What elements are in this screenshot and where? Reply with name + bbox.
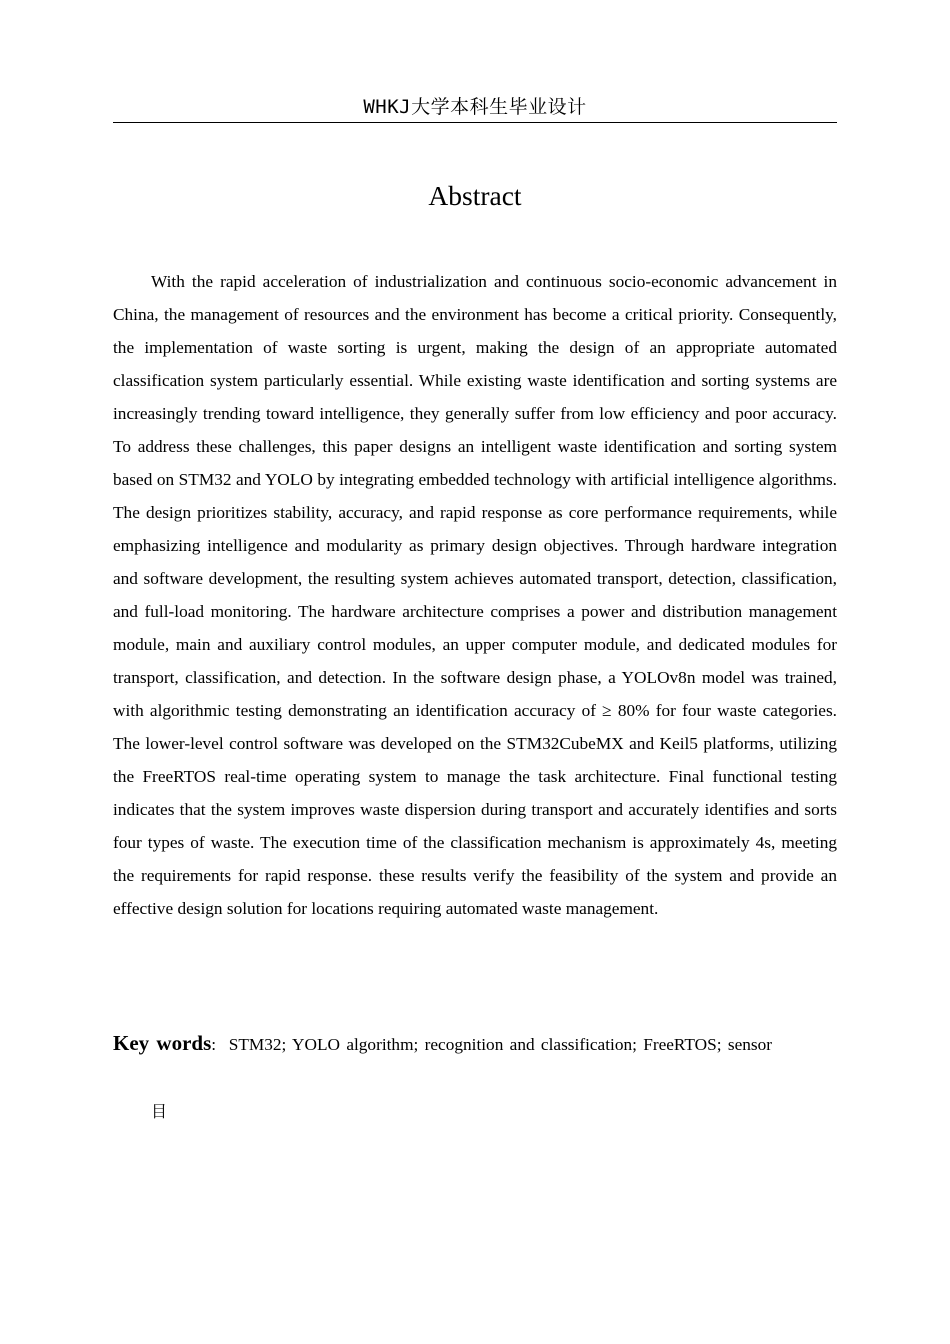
keywords-label: Key words — [113, 1031, 212, 1055]
keywords-separator: : — [211, 1035, 217, 1054]
page-header: WHKJ大学本科生毕业设计 — [113, 94, 837, 123]
abstract-body: With the rapid acceleration of industrialization and continuous socio-economic advancement in China, the management of resources and the environment has become a critical priority. Consequently, the implementation of waste sorting is urgent, making the design of an appropriate automated classification system particularly essential. While existing waste identification and sorting systems are increasingly trending toward intelligence, they generally suffer from low efficiency and poor accuracy. To address these challenges, this paper designs an intelligent waste identification and sorting system based on STM32 and YOLO by integrating embedded technology with artificial intelligence algorithms. The design prioritizes stability, accuracy, and rapid response as core performance requirements, while emphasizing intelligence and modularity as primary design objectives. Through hardware integration and software development, the resulting system achieves automated transport, detection, classification, and full-load monitoring. The hardware architecture comprises a power and distribution management module, main and auxiliary control modules, an upper computer module, and dedicated modules for transport, classification, and detection. In the software design phase, a YOLOv8n model was trained, with algorithmic testing demonstrating an identification accuracy of ≥ 80% for four waste categories. The lower-level control software was developed on the STM32CubeMX and Keil5 platforms, utilizing the FreeRTOS real-time operating system to manage the task architecture. Final functional testing indicates that the system improves waste dispersion during transport and accurately identifies and sorts four types of waste. The execution time of the classification mechanism is approximately 4s, meeting the requirements for rapid response. these results verify the feasibility of the system and provide an effective design solution for locations requiring automated waste management. — [113, 272, 837, 918]
keywords-items: STM32; YOLO algorithm; recognition and classification; FreeRTOS; sensor — [228, 1035, 773, 1054]
abstract-title: Abstract — [428, 180, 522, 211]
toc-fragment: 目 — [151, 1102, 168, 1121]
keywords-line — [113, 1026, 837, 1062]
